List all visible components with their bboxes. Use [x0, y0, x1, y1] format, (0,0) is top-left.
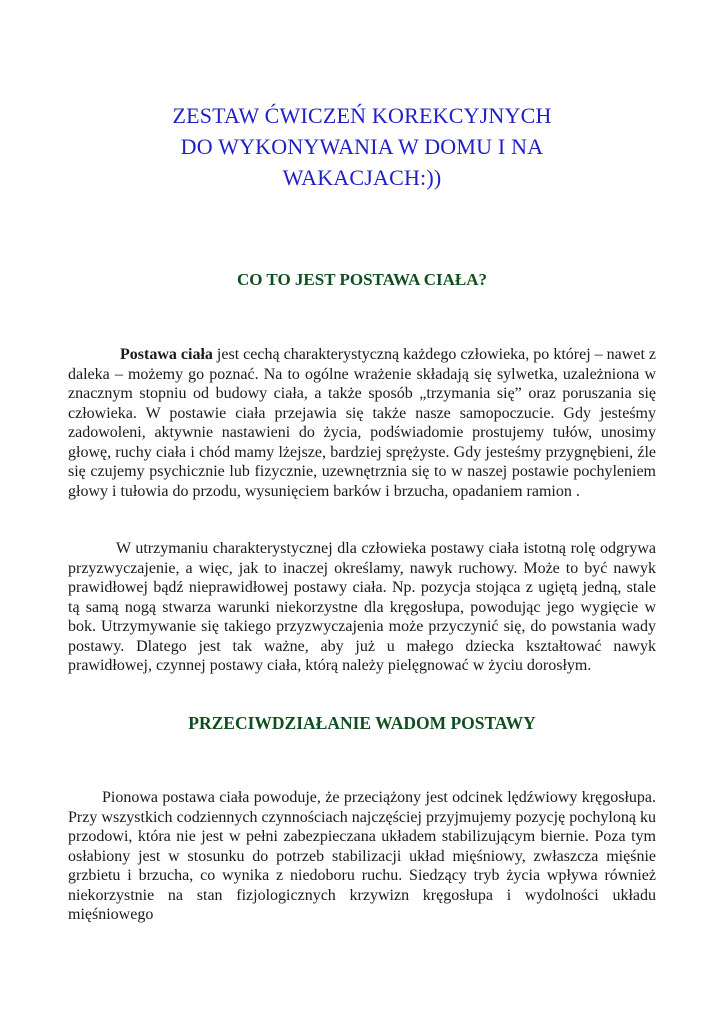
- section-heading-posture: CO TO JEST POSTAWA CIAŁA?: [236, 270, 488, 289]
- paragraph-prevention: [68, 788, 656, 925]
- paragraph-3-text: Pionowa postawa ciała powoduje, że przeciążony jest odcinek lędźwiowy kręgosłupa. Przy wszystkich codziennych czynnościach najczęściej przyjmujemy pozycję pochyloną ku przodowi, która nie jest w pełni zabezpieczana układem stabilizującym biernie. Poza tym osłabiony jest w stosunku do potrzeb stabilizacji układ mięśniowy, zwłaszcza mięśnie grzbietu i brzucha, co wynika z niedoboru ruchu. Siedzący tryb życia wpływa również niekorzystnie na stan fizjologicznych krzywizn kręgosłupa i wydolności układu mięśniowego: [68, 789, 656, 923]
- title-line-1: ZESTAW ĆWICZEŃ KOREKCYJNYCH: [172, 103, 552, 128]
- paragraph-2-text: W utrzymaniu charakterystycznej dla człowieka postawy ciała istotną rolę odgrywa przyzwyczajenie, a więc, jak to inaczej określamy, nawyk ruchowy. Może to być nawyk prawidłowej bądź nieprawidłowej postawy ciała. Np. pozycja stojąca z ugiętą jedną, stale tą samą nogą stwarza warunki niekorzystne dla kręgosłupa, powodując jego wygięcie w bok. Utrzymywanie się takiego przyzwyczajenia może przyczynić się, do powstania wady postawy. Dlatego jest tak ważne, aby już u małego dziecka kształtować nawyk prawidłowej, czynnej postawy ciała, którą należy pielęgnować w życiu dorosłym.: [68, 540, 656, 674]
- document-title: [0, 100, 724, 193]
- title-line-3: WAKACJACH:)): [282, 165, 442, 190]
- paragraph-posture-definition: [68, 345, 656, 501]
- title-line-2: DO WYKONYWANIA W DOMU I NA: [180, 134, 544, 159]
- section-heading-prevention: PRZECIWDZIAŁANIE WADOM POSTAWY: [188, 713, 536, 733]
- paragraph-bold-term: Postawa ciała: [120, 346, 213, 363]
- paragraph-1-text: jest cechą charakterystyczną każdego człowieka, po której – nawet z daleka – możemy go poznać. Na to ogólne wrażenie składają się sylwetka, uzależniona w znacznym stopniu od budowy ciała, a także sposób „trzymania się” oraz poruszania się człowieka. W postawie ciała przejawia się także nasze samopoczucie. Gdy jesteśmy zadowoleni, aktywnie nastawieni do życia, podświadomie prostujemy tułów, unosimy głowę, ruchy ciała i chód mamy lżejsze, bardziej sprężyste. Gdy jesteśmy przygnębieni, źle się czujemy psychicznie lub fizycznie, uzewnętrznia się to w naszej postawie pochyleniem głowy i tułowia do przodu, wysunięciem barków i brzucha, opadaniem ramion .: [68, 346, 657, 500]
- paragraph-habit: [68, 539, 656, 676]
